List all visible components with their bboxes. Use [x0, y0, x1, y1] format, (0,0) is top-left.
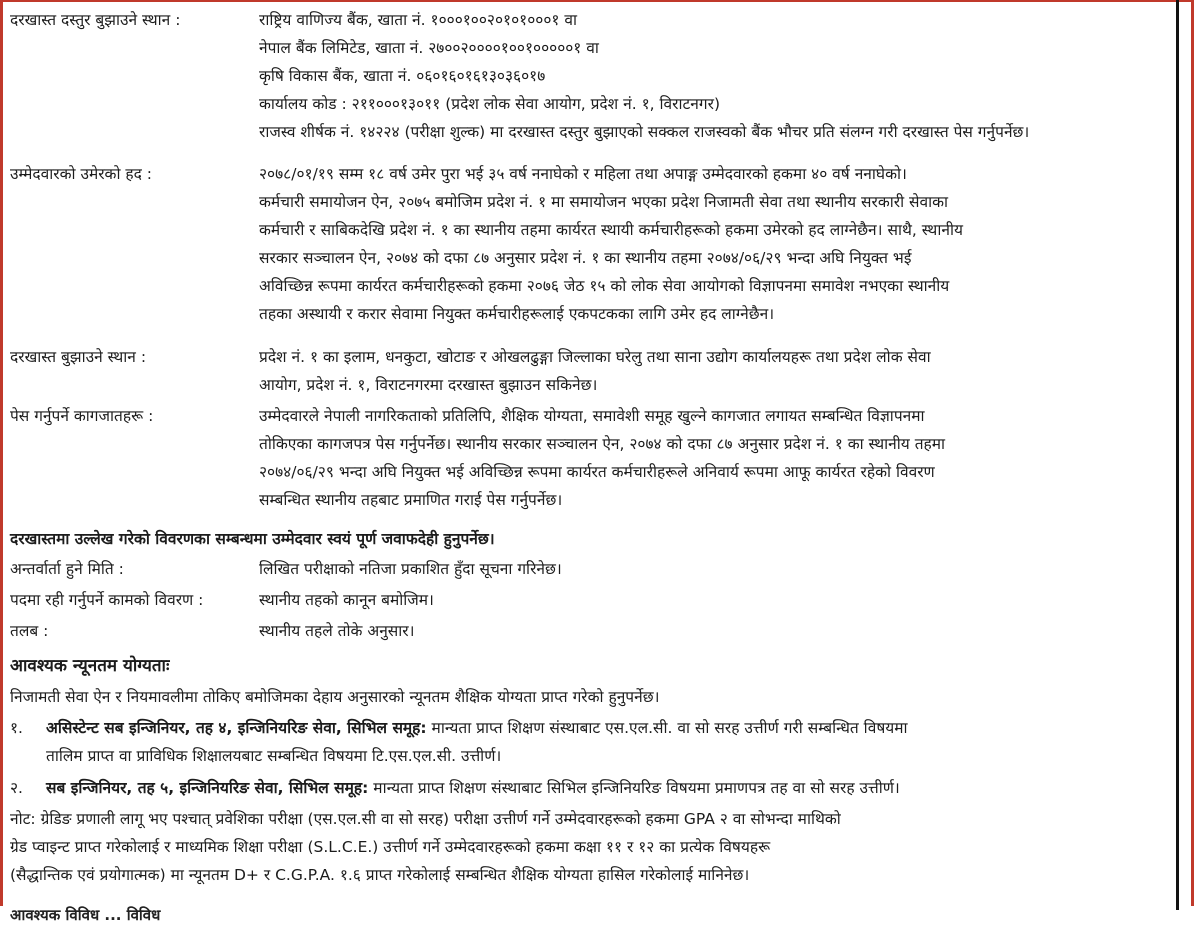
job-description-row [10, 586, 1175, 614]
row-label: तलब : [10, 622, 49, 640]
row-text: स्थानीय तहको कानून बमोजिम। [259, 591, 434, 609]
row-text: राष्ट्रिय वाणिज्य बैंक, खाता नं. १०००१००२०१०१०००१ वा नेपाल बैंक लिमिटेड, खाता नं. २७००२००००१००१०००००१ वा कृषि विकास बैंक, खाता नं. ०६०१६०१६१३०३६०१७ कार्यालय कोड : २११०००१३०११ (प्रदेश लोक सेवा आयोग, प्रदेश नं. १, विराटनगर) राजस्व शीर्षक नं. १४२२४ (परीक्षा शुल्क) मा दरखास्त दस्तुर बुझाएको सक्कल राजस्वको बैंक भौचर प्रति संलग्न गरी दरखास्त पेस गर्नुपर्नेछ। [259, 11, 1030, 141]
item-text: मान्यता प्राप्त शिक्षण संस्थाबाट सिभिल इन्जिनियरिङ विषयमा प्रमाणपत्र तह वा सो सरह उत्तीर्ण। [368, 779, 900, 797]
row-label: दरखास्त दस्तुर बुझाउने स्थान : [10, 11, 181, 29]
notice-document [10, 2, 1175, 924]
responsibility-note: दरखास्तमा उल्लेख गरेको विवरणका सम्बन्धमा उम्मेदवार स्वयं पूर्ण जवाफदेही हुनुपर्नेछ। [10, 530, 495, 548]
row-text: २०७८/०१/१९ सम्म १८ वर्ष उमेर पुरा भई ३५ वर्ष ननाघेको र महिला तथा अपाङ्ग उम्मेदवारको हकमा ४० वर्ष ननाघेको। कर्मचारी समायोजन ऐन, २०७५ बमोजिम प्रदेश नं. १ मा समायोजन भएका प्रदेश निजामती सेवा तथा स्थानीय सरकारी सेवाका कर्मचारी र साबिकदेखि प्रदेश नं. १ का स्थानीय तहमा कार्यरत स्थायी कर्मचारीहरूको हकमा उमेरको हद लाग्नेछैन। साथै, स्थानीय सरकार सञ्चालन ऐन, २०७४ को दफा ८७ अनुसार प्रदेश नं. १ का स्थानीय तहमा २०७४/०६/२९ भन्दा अघि नियुक्त भई अविच्छिन्न रूपमा कार्यरत कर्मचारीहरूको हकमा २०७६ जेठ १५ को लोक सेवा आयोगको विज्ञापनमा समावेश नभएका स्थानीय तहका अस्थायी र करार सेवामा नियुक्त कर्मचारीहरूलाई एकपटकका लागि उमेर हद लाग्नेछैन। [259, 165, 963, 323]
item-text: मान्यता प्राप्त शिक्षण संस्थाबाट एस.एल.सी. वा सो सरह उत्तीर्ण गरी सम्बन्धित विषयमा तालिम प्राप्त वा प्राविधिक शिक्षालयबाट सम्बन्धित विषयमा टि.एस.एल.सी. उत्तीर्ण। [46, 719, 908, 765]
page-right-border [1176, 0, 1179, 910]
row-label: दरखास्त बुझाउने स्थान : [10, 348, 147, 366]
interview-date-row [10, 555, 1175, 583]
fee-location-row [10, 6, 1175, 146]
salary-row [10, 617, 1175, 645]
row-text: लिखित परीक्षाको नतिजा प्रकाशित हुँदा सूचना गरिनेछ। [259, 560, 562, 578]
documents-row [10, 402, 1175, 514]
qualification-item [10, 774, 1175, 802]
age-limit-row [10, 160, 1175, 330]
item-title: असिस्टेन्ट सब इन्जिनियर, तह ४, इन्जिनियरिङ सेवा, सिभिल समूह: [46, 719, 427, 737]
row-label: अन्तर्वार्ता हुने मिति : [10, 560, 124, 578]
row-label: पेस गर्नुपर्ने कागजातहरू : [10, 407, 154, 425]
grading-note: नोट: ग्रेडिङ प्रणाली लागू भए पश्चात् प्रवेशिका परीक्षा (एस.एल.सी वा सो सरह) परीक्षा उत्तीर्ण गर्ने उम्मेदवारहरूको हकमा GPA २ वा सोभन्दा माथिको ग्रेड प्वाइन्ट प्राप्त गरेकोलाई र माध्यमिक शिक्षा परीक्षा (S.L.C.E.) उत्तीर्ण गर्ने उम्मेदवारहरूको हकमा कक्षा ११ र १२ का प्रत्येक विषयहरू (सैद्धान्तिक एवं प्रयोगात्मक) मा न्यूनतम D+ र C.G.P.A. १.६ प्राप्त गरेकोलाई सम्बन्धित शैक्षिक योग्यता हासिल गरेकोलाई मानिनेछ। [10, 810, 841, 884]
qualification-heading: आवश्यक न्यूनतम योग्यताः [10, 656, 170, 676]
item-number: १. [10, 719, 23, 737]
row-text: प्रदेश नं. १ का इलाम, धनकुटा, खोटाङ र ओखलढुङ्गा जिल्लाका घरेलु तथा साना उद्योग कार्यालयहरू तथा प्रदेश लोक सेवा आयोग, प्रदेश नं. १, विराटनगरमा दरखास्त बुझाउन सकिनेछ। [259, 348, 931, 394]
qualification-intro: निजामती सेवा ऐन र नियमावलीमा तोकिए बमोजिमका देहाय अनुसारको न्यूनतम शैक्षिक योग्यता प्राप्त गरेको हुनुपर्नेछ। [10, 688, 660, 706]
item-number: २. [10, 779, 23, 797]
row-label: उम्मेदवारको उमेरको हद : [10, 165, 153, 183]
qualification-item [10, 714, 1175, 770]
item-title: सब इन्जिनियर, तह ५, इन्जिनियरिङ सेवा, सिभिल समूह: [46, 779, 369, 797]
cut-off-text: आवश्यक विविध ... विविध [10, 906, 161, 924]
row-text: स्थानीय तहले तोके अनुसार। [259, 622, 415, 640]
cut-off-line [10, 901, 1175, 924]
row-label: पदमा रही गर्नुपर्ने कामको विवरण : [10, 591, 204, 609]
application-location-row [10, 343, 1175, 399]
row-text: उम्मेदवारले नेपाली नागरिकताको प्रतिलिपि, शैक्षिक योग्यता, समावेशी समूह खुल्ने कागजात लगायत सम्बन्धित विज्ञापनमा तोकिएका कागजपत्र पेस गर्नुपर्नेछ। स्थानीय सरकार सञ्चालन ऐन, २०७४ को दफा ८७ अनुसार प्रदेश नं. १ का स्थानीय तहमा २०७४/०६/२९ भन्दा अघि नियुक्त भई अविच्छिन्न रूपमा कार्यरत कर्मचारीहरूले अनिवार्य रूपमा आफू कार्यरत रहेको विवरण सम्बन्धित स्थानीय तहबाट प्रमाणित गराई पेस गर्नुपर्नेछ। [259, 407, 946, 509]
